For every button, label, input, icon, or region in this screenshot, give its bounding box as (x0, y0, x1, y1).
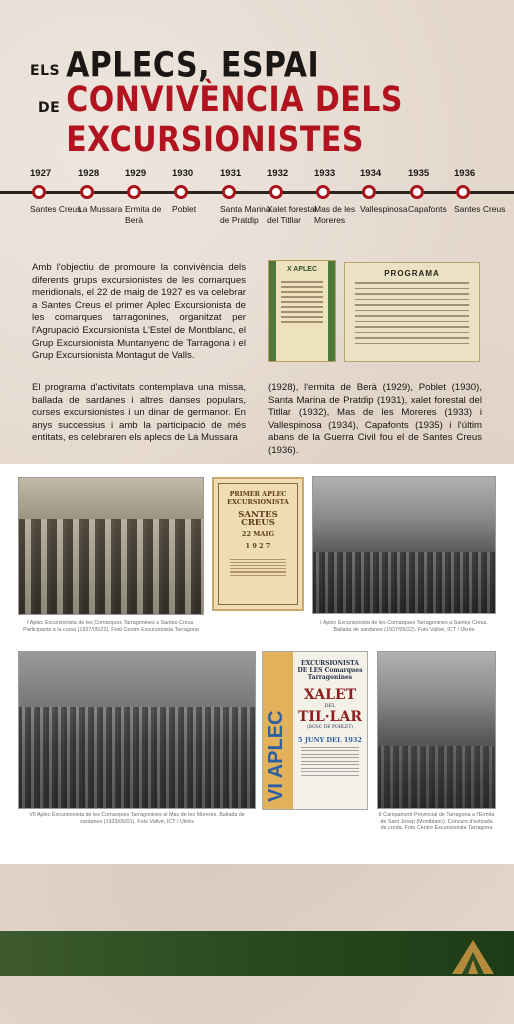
pamphlet-line: DEL (324, 703, 336, 709)
timeline-year: 1931 (220, 168, 242, 179)
pamphlet-line: TIL·LAR (297, 709, 363, 725)
timeline-dot (32, 185, 46, 199)
timeline-place: Poblet (172, 204, 197, 214)
document-programa (344, 262, 480, 362)
timeline-item (30, 168, 82, 214)
tent-icon (450, 938, 496, 976)
timeline-place: Ermita de Berà (125, 204, 162, 225)
photo-tug-of-war (377, 651, 496, 809)
timeline-year: 1929 (125, 168, 147, 179)
timeline-line (0, 191, 514, 194)
timeline-dot (362, 185, 376, 199)
poster-title (30, 45, 500, 161)
timeline-place: Capafonts (408, 204, 447, 214)
pamphlet-line: XALET (303, 687, 357, 703)
pamphlet-line: EXCURSIONISTA DE LES Comarques Tarragonines (297, 660, 363, 681)
timeline-dot (222, 185, 236, 199)
title-prefix-2: DE (38, 100, 61, 116)
title-prefix-1: ELS (30, 63, 61, 79)
timeline-year: 1932 (267, 168, 289, 179)
document-text-lines (269, 281, 335, 323)
timeline-year: 1930 (172, 168, 194, 179)
timeline-item (360, 168, 408, 214)
pamphlet-date: 22 MAIG (241, 530, 275, 539)
timeline-item (314, 168, 362, 225)
timeline-item (78, 168, 126, 214)
title-main-1: APLECS, ESPAI (66, 45, 320, 86)
pamphlet-date: 5 JUNY DEL 1932 (298, 736, 362, 744)
pamphlet-place: SANTES CREUS (238, 510, 278, 528)
photo-race-participants (18, 477, 204, 615)
pamphlet-line: EXCURSIONISTA (227, 497, 289, 506)
pamphlet-text (297, 660, 363, 778)
timeline-item (125, 168, 173, 225)
program-paragraph-continued: (1928), l'ermita de Berà (1929), Poblet (1930), Santa Marina de Pratdip (1931), xalet forestal del Titllar (1932), Mas de les Moreres (1933) i Vallespinosa (1934), Capafonts (1935) i l'últim abans de la Guerra Civil fou el de Santes Creus (1936). (268, 382, 482, 456)
pamphlet-primer-aplec (212, 477, 304, 611)
pamphlet-vi-aplec (262, 651, 368, 810)
timeline-item (408, 168, 456, 214)
document-x-aplec (268, 260, 336, 362)
timeline-dot (316, 185, 330, 199)
title-main-2: CONVIVÈNCIA DELS EXCURSIONISTES (66, 79, 403, 161)
timeline-year: 1936 (454, 168, 476, 179)
timeline-place: La Mussara (78, 204, 123, 214)
timeline-place: Xalet forestal del Titllar (267, 204, 317, 225)
timeline-dot (269, 185, 283, 199)
pamphlet-text (220, 491, 296, 578)
pamphlet-year: 1 9 2 7 (245, 541, 271, 550)
timeline-item (172, 168, 220, 214)
timeline (0, 168, 514, 238)
footer-band (0, 931, 514, 976)
photo-sardanes-mas-moreres (18, 651, 256, 809)
timeline-year: 1928 (78, 168, 100, 179)
timeline-dot (410, 185, 424, 199)
document-band (328, 261, 335, 361)
timeline-place: Santa Marina de Pratdip (220, 204, 271, 225)
program-paragraph: El programa d'activitats contemplava una missa, ballada de sardanes i altres danses populars, curses excursionistes i un dinar de germanor. En anys successius i amb la participació de més entitats, es celebraren els aplecs de La Mussara (32, 382, 246, 444)
timeline-dot (174, 185, 188, 199)
timeline-item (267, 168, 317, 225)
pamphlet-side-title: VI APLEC (265, 710, 287, 802)
timeline-year: 1927 (30, 168, 52, 179)
timeline-year: 1933 (314, 168, 336, 179)
timeline-year: 1935 (408, 168, 430, 179)
caption-photo-3: VII Aplec Excursionista de les Comarques Tarragonines al Mas de les Moreres. Ballada de sardanes (1933/05/01). Foto Vallvé, ICT / Ukrès (29, 812, 245, 825)
document-band (269, 261, 276, 361)
timeline-place: Vallespinosa (360, 204, 408, 214)
pamphlet-line: PRIMER APLEC (229, 490, 287, 498)
timeline-dot (456, 185, 470, 199)
timeline-place: Mas de les Moreres (314, 204, 356, 225)
timeline-place: Santes Creus (454, 204, 506, 214)
timeline-item (220, 168, 271, 225)
caption-photo-4: II Campament Provincial de Tarragona a l'Ermita de Sant Josep (Montblanc). Concurs d'estirada de corda. Foto Centre Excursionista Tarragona (378, 812, 495, 832)
timeline-year: 1934 (360, 168, 382, 179)
timeline-dot (127, 185, 141, 199)
timeline-dot (80, 185, 94, 199)
photo-sardanes-santes-creus (312, 476, 496, 614)
caption-photo-1: I Aplec Excursionista de les Comarques Tarragonines a Santes Creus. Participants a la cursa (1927/05/22). Foto Centre Excursionista Tarragona (23, 620, 199, 633)
pamphlet-line: (BOSC DE POBLET) (306, 725, 354, 730)
document-text-lines (345, 282, 479, 344)
intro-paragraph: Amb l'objectiu de promoure la convivència dels diferents grups excursionistes de les comarques meridionals, el 22 de maig de 1927 es va celebrar a Santes Creus el primer Aplec Excursionista de les comarques tarragonines, organitzat per l'Agrupació Excursionista L'Estel de Montblanc, el Grup Excursionista Muntanyenc de Tarragona i el Grup Excursionista Montagut de Valls. (32, 262, 246, 362)
document-title: PROGRAMA (384, 269, 440, 278)
caption-photo-2: I Aplec Excursionista de les Comarques Tarragonines a Santes Creus. Ballada de sardanes (1927/05/22). Foto Vallvé, ICT / Ukrès (320, 620, 488, 633)
document-title: X APLEC (286, 266, 318, 273)
timeline-place: Santes Creus (30, 204, 82, 214)
timeline-item (454, 168, 506, 214)
